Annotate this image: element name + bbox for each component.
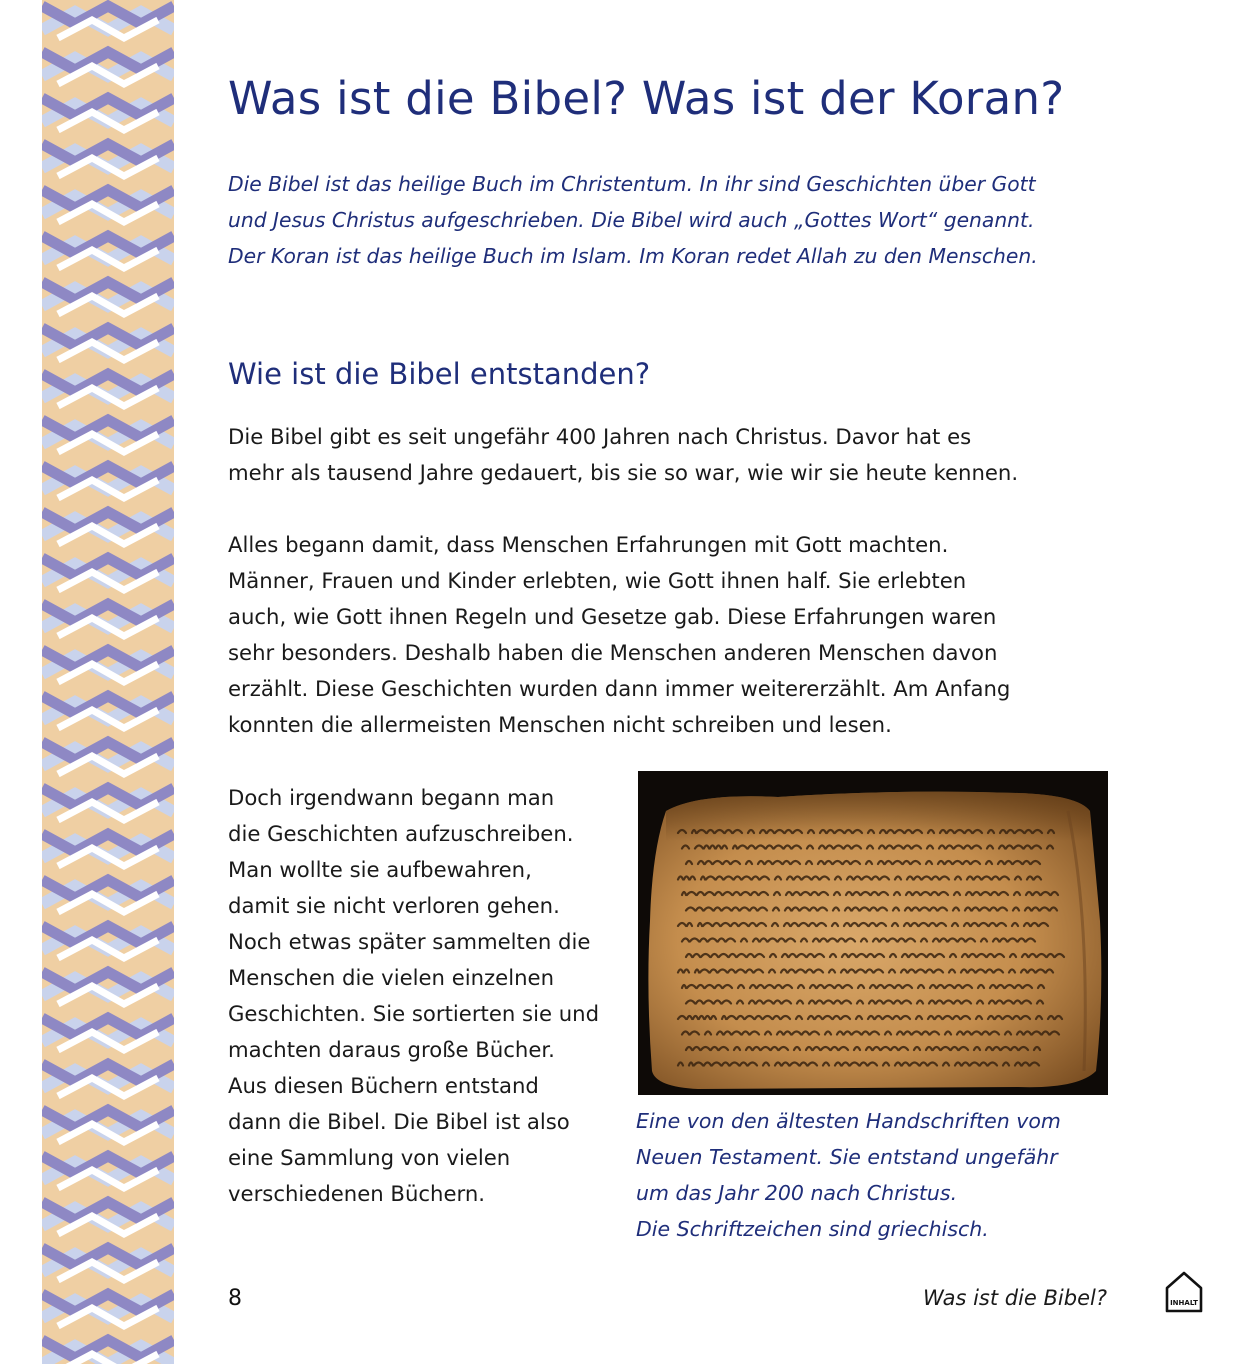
caption-line: Die Schriftzeichen sind griechisch.: [636, 1217, 989, 1241]
text-line: Doch irgendwann begann man: [228, 785, 555, 810]
caption-line: Eine von den ältesten Handschriften vom: [636, 1109, 1061, 1133]
running-head: Was ist die Bibel?: [922, 1286, 1107, 1310]
page-title: Was ist die Bibel? Was ist der Koran?: [228, 72, 1065, 125]
text-line: auch, wie Gott ihnen Regeln und Gesetze gab. Diese Erfahrungen waren: [228, 604, 997, 629]
intro-line: und Jesus Christus aufgeschrieben. Die Bibel wird auch „Gottes Wort“ genannt.: [228, 208, 1035, 232]
text-line: verschiedenen Büchern.: [228, 1181, 486, 1206]
text-line: Noch etwas später sammelten die: [228, 929, 591, 954]
intro-text: [228, 166, 1128, 274]
page-number: 8: [228, 1286, 242, 1311]
text-line: Geschichten. Sie sortierten sie und: [228, 1001, 600, 1026]
text-line: Menschen die vielen einzelnen: [228, 965, 554, 990]
intro-line: Die Bibel ist das heilige Buch im Christentum. In ihr sind Geschichten über Gott: [228, 172, 1036, 196]
papyrus-manuscript-image: [638, 771, 1108, 1095]
decorative-border: [42, 0, 174, 1364]
text-line: Die Bibel gibt es seit ungefähr 400 Jahren nach Christus. Davor hat es: [228, 424, 972, 449]
paragraph-history: [228, 419, 1018, 491]
text-line: damit sie nicht verloren gehen.: [228, 893, 560, 918]
text-line: Männer, Frauen und Kinder erlebten, wie Gott ihnen half. Sie erlebten: [228, 568, 967, 593]
manuscript-photo: [638, 771, 1108, 1095]
text-line: konnten die allermeisten Menschen nicht schreiben und lesen.: [228, 712, 892, 737]
home-table-of-contents-link[interactable]: [1164, 1270, 1204, 1314]
text-line: mehr als tausend Jahre gedauert, bis sie so war, wie wir sie heute kennen.: [228, 460, 1019, 485]
text-line: die Geschichten aufzuschreiben.: [228, 821, 574, 846]
paragraph-writing: [228, 780, 599, 1212]
caption-line: Neuen Testament. Sie entstand ungefähr: [636, 1145, 1058, 1169]
text-line: dann die Bibel. Die Bibel ist also: [228, 1109, 570, 1134]
home-icon: [1164, 1270, 1204, 1314]
text-line: machten daraus große Bücher.: [228, 1037, 555, 1062]
section-heading: Wie ist die Bibel entstanden?: [228, 357, 651, 391]
text-line: sehr besonders. Deshalb haben die Menschen anderen Menschen davon: [228, 640, 998, 665]
home-label: INHALT: [1170, 1299, 1198, 1307]
text-line: Alles begann damit, dass Menschen Erfahrungen mit Gott machten.: [228, 532, 949, 557]
text-line: erzählt. Diese Geschichten wurden dann immer weitererzählt. Am Anfang: [228, 676, 1011, 701]
photo-caption: [636, 1103, 1061, 1247]
paragraph-experiences: [228, 527, 1010, 743]
braid-pattern: [42, 0, 174, 1364]
text-line: Aus diesen Büchern entstand: [228, 1073, 539, 1098]
intro-line: Der Koran ist das heilige Buch im Islam. Im Koran redet Allah zu den Menschen.: [228, 244, 1038, 268]
caption-line: um das Jahr 200 nach Christus.: [636, 1181, 958, 1205]
text-line: Man wollte sie aufbewahren,: [228, 857, 532, 882]
text-line: eine Sammlung von vielen: [228, 1145, 511, 1170]
